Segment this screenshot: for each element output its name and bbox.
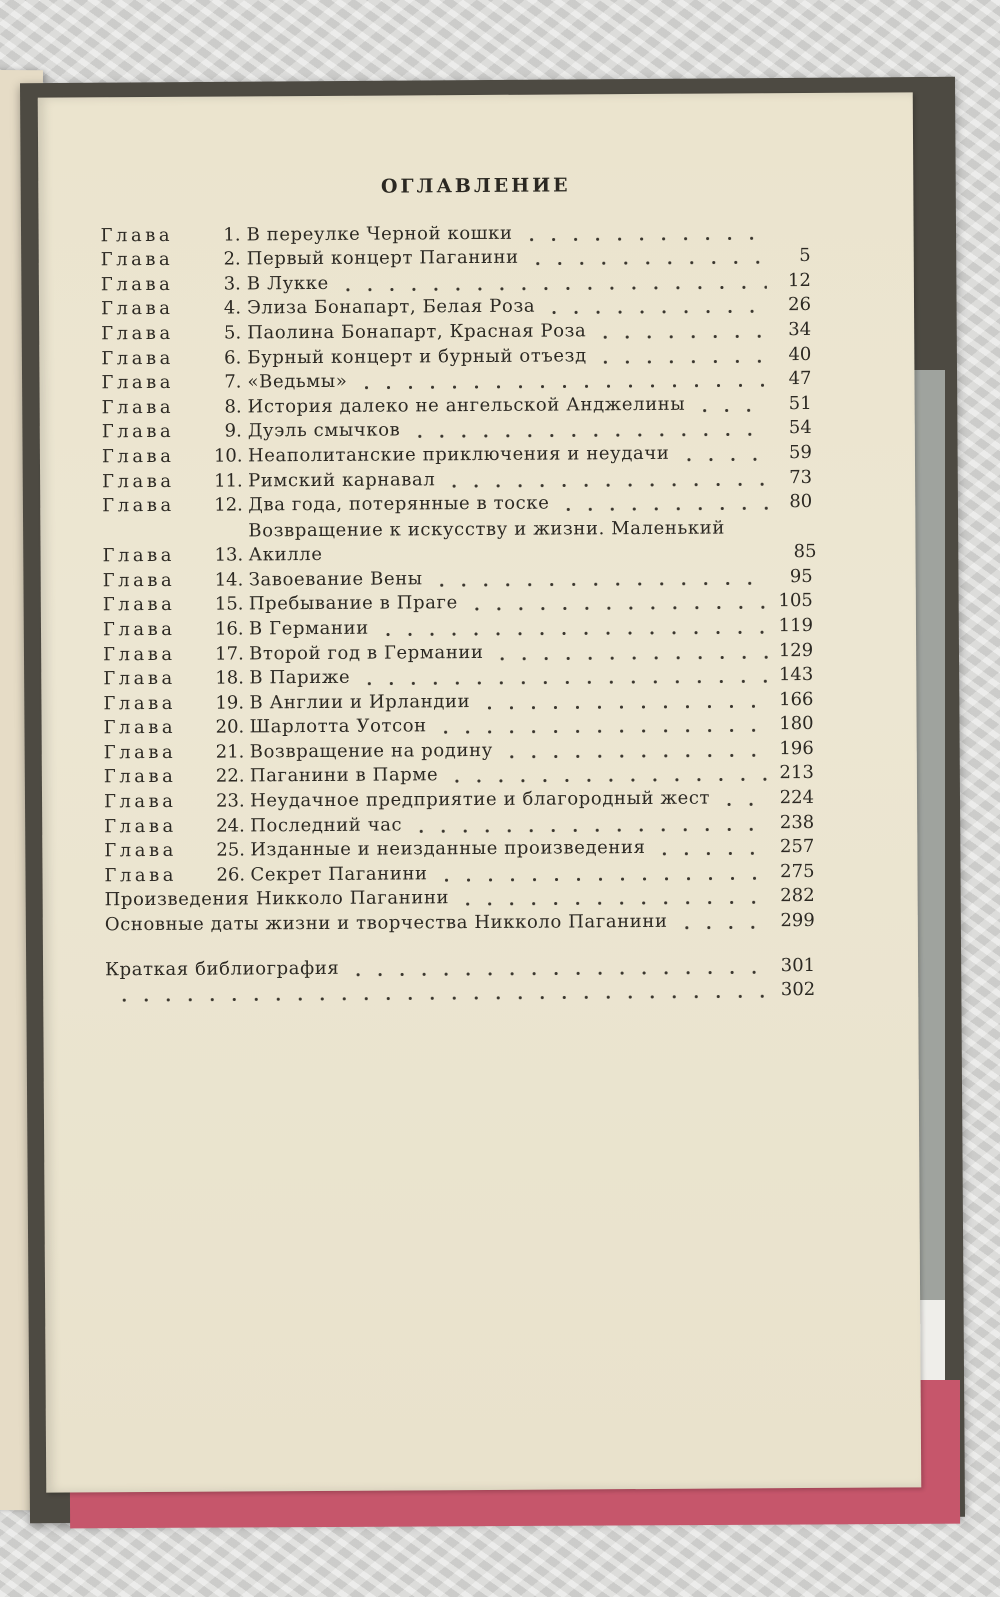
page-number: 40: [788, 343, 812, 365]
chapter-title: Возвращение к искусству и жизни. Маленький Акилле: [248, 517, 725, 566]
page-number: 51: [788, 392, 812, 414]
chapter-title: Первый концерт Паганини: [246, 246, 519, 270]
chapter-number: 5.: [223, 322, 242, 344]
toc-row: [104, 859, 814, 888]
chapter-label: Глава: [101, 322, 174, 345]
page-number: 26: [788, 294, 812, 316]
chapter-number: 18.: [215, 667, 245, 689]
chapter-label: Глава: [100, 273, 174, 296]
chapter-label: Глава: [103, 790, 177, 813]
chapter-title: В Германии: [248, 617, 369, 640]
page-number: 302: [780, 979, 816, 1001]
chapter-label: Глава: [102, 569, 176, 592]
toc-row: [101, 219, 811, 248]
leader-dots: [516, 226, 766, 246]
leader-dots: [333, 275, 767, 296]
chapter-title: Завоевание Вены: [248, 568, 423, 591]
chapter-title: Второй год в Германии: [249, 641, 484, 664]
chapter-number: 7.: [224, 371, 242, 393]
toc-row: [101, 367, 811, 396]
chapter-label: Глава: [102, 494, 175, 517]
leader-dots: [431, 719, 770, 739]
chapter-label: Глава: [103, 643, 176, 665]
toc-row: [101, 342, 811, 371]
chapter-title: Паолина Бонапарт, Красная Роза: [247, 320, 587, 344]
chapter-number: 14.: [214, 569, 244, 591]
chapter-label: Глава: [100, 298, 174, 320]
chapter-label: Глава: [103, 692, 176, 714]
table-of-contents: [101, 219, 816, 1007]
chapter-title: Изданные и неизданные произведения: [250, 837, 646, 861]
leader-dots: [432, 866, 771, 886]
chapter-title: Неудачное предприятие и благородный жест: [249, 787, 711, 812]
leader-dots: [553, 496, 768, 515]
toc-row: [104, 810, 814, 839]
toc-row: [104, 736, 814, 765]
page-number: 196: [779, 737, 814, 760]
chapter-label: Глава: [103, 667, 176, 690]
chapter-number: 1.: [223, 224, 241, 246]
page-number: 129: [778, 639, 814, 661]
toc-row: [102, 391, 812, 420]
book-page: [38, 92, 922, 1492]
page-number: 257: [779, 836, 815, 858]
chapter-label: Глава: [103, 766, 177, 788]
page-number: 180: [779, 713, 814, 735]
leader-dots: [523, 250, 767, 269]
chapter-label: Глава: [102, 618, 176, 641]
chapter-number: 19.: [215, 692, 245, 714]
leader-dots: [453, 891, 771, 911]
toc-row: [104, 785, 814, 814]
chapter-label: Глава: [101, 421, 175, 443]
chapter-title: Бурный концерт и бурный отъезд: [247, 344, 587, 368]
leader-dots: [462, 596, 769, 616]
leader-dots: [343, 960, 771, 981]
chapter-number: 15.: [214, 593, 244, 615]
toc-row: [104, 835, 814, 864]
chapter-title: Секрет Паганини: [250, 863, 428, 886]
chapter-number: 9.: [224, 420, 242, 442]
leader-dots: [439, 472, 768, 492]
toc-row: [101, 244, 811, 273]
leader-dots: [539, 300, 767, 319]
toc-row-dates: [105, 908, 815, 937]
toc-row: [101, 293, 811, 322]
chapter-number: 26.: [216, 864, 246, 886]
chapter-number: 6.: [224, 347, 242, 369]
leader-dots: [714, 792, 770, 810]
toc-row-works: [105, 884, 815, 913]
chapter-label: Глава: [104, 815, 177, 837]
leader-dots: [404, 423, 768, 443]
toc-row-last-page: [105, 978, 815, 1007]
leader-dots: [689, 398, 767, 416]
toc-row: [102, 416, 812, 445]
section-title: Краткая библиография: [105, 957, 340, 980]
page-number: 34: [788, 318, 812, 341]
chapter-number: 25.: [216, 839, 246, 861]
chapter-number: 24.: [216, 815, 245, 837]
chapter-number: 21.: [215, 741, 245, 763]
page-number: 299: [780, 909, 815, 932]
toc-row: [103, 613, 813, 642]
chapter-title: Неаполитанские приключения и неудачи: [247, 442, 670, 467]
chapter-number: 4.: [223, 297, 242, 319]
chapter-title: Римский карнавал: [248, 468, 436, 491]
page-number: 275: [780, 860, 815, 883]
leader-dots: [673, 447, 768, 466]
leader-dots: [109, 984, 771, 1006]
toc-row: [102, 465, 812, 494]
chapter-number: 22.: [215, 765, 245, 788]
section-title: Основные даты жизни и творчества Никколо Паганини: [104, 910, 668, 936]
toc-row: [102, 514, 817, 568]
chapter-label: Глава: [102, 544, 176, 567]
chapter-number: 2.: [223, 248, 241, 270]
page-number: 213: [779, 762, 814, 784]
leader-dots: [354, 669, 769, 690]
page-number: 59: [788, 441, 812, 464]
chapter-label: Глава: [102, 470, 175, 492]
toc-row: [103, 564, 813, 593]
chapter-label: Глава: [103, 717, 177, 739]
chapter-number: 16.: [214, 618, 244, 640]
page-number: 85: [793, 541, 817, 563]
chapter-label: Глава: [100, 224, 174, 246]
chapter-title: «Ведьмы»: [247, 370, 348, 393]
chapter-title: В Париже: [249, 666, 351, 689]
leader-dots: [649, 841, 770, 860]
leader-dots: [474, 694, 769, 714]
chapter-label: Глава: [101, 347, 174, 369]
chapter-number: 10.: [213, 445, 243, 467]
chapter-label: Глава: [104, 864, 178, 887]
chapter-number: 20.: [215, 716, 245, 738]
page-number: 119: [778, 614, 814, 637]
chapter-title: Паганини в Парме: [249, 764, 439, 787]
page-number: 5: [799, 245, 811, 267]
chapter-title: Дуэль смычков: [247, 419, 401, 442]
page-number: 80: [789, 491, 813, 513]
chapter-title: В Лукке: [246, 272, 329, 295]
leader-dots: [497, 743, 770, 763]
toc-row: [101, 317, 811, 346]
page-number: 47: [788, 368, 812, 390]
chapter-label: Глава: [102, 594, 176, 616]
chapter-title: Последний час: [250, 814, 403, 837]
page-number: 12: [787, 269, 811, 291]
leader-dots: [351, 373, 767, 394]
leader-dots: [406, 817, 770, 837]
page-number: 282: [780, 885, 815, 907]
chapter-number: 8.: [224, 396, 242, 418]
chapter-title: История далеко не ангельской Анджелины: [247, 393, 686, 418]
toc-row: [103, 638, 813, 667]
chapter-number: 13.: [214, 544, 244, 566]
chapter-number: 17.: [215, 642, 244, 665]
chapter-title: В Англии и Ирландии: [249, 690, 471, 714]
leader-dots: [373, 620, 769, 640]
page-number: 224: [779, 787, 815, 809]
chapter-title: Элиза Бонапарт, Белая Роза: [246, 296, 536, 319]
page-number: 301: [780, 954, 816, 976]
leader-dots: [442, 768, 770, 788]
toc-row: [102, 440, 812, 469]
section-title: Произведения Никколо Паганини: [104, 887, 450, 911]
leader-dots: [427, 571, 769, 591]
chapter-number: 12.: [214, 494, 243, 516]
page-number: 166: [779, 688, 814, 710]
chapter-title: Пребывание в Праге: [248, 592, 458, 615]
chapter-label: Глава: [104, 840, 177, 862]
chapter-label: Глава: [103, 741, 177, 764]
toc-row: [103, 687, 813, 716]
toc-row: [102, 489, 812, 518]
chapter-title: Два года, потерянные в тоске: [248, 492, 550, 516]
chapter-label: Глава: [101, 372, 175, 394]
toc-row: [104, 761, 814, 790]
toc-heading: ОГЛАВЛЕНИЕ: [380, 174, 571, 198]
chapter-number: 3.: [223, 273, 241, 295]
chapter-title: Возвращение на родину: [249, 739, 493, 763]
page-number: 105: [778, 590, 813, 612]
page-number: 95: [789, 565, 813, 587]
leader-dots: [672, 915, 771, 934]
chapter-label: Глава: [101, 445, 175, 468]
page-number: 54: [788, 417, 812, 439]
toc-row-bibliography: [105, 953, 815, 982]
leader-dots: [488, 645, 770, 665]
chapter-title: Шарлотта Уотсон: [249, 715, 427, 738]
toc-row: [101, 268, 811, 297]
chapter-number: 23.: [215, 790, 245, 812]
leader-dots: [591, 349, 768, 368]
toc-row: [103, 662, 813, 691]
toc-row: [104, 712, 814, 741]
toc-row: [103, 589, 813, 618]
chapter-number: 11.: [214, 469, 243, 492]
chapter-title: В переулке Черной кошки: [246, 222, 513, 246]
page-number: 238: [779, 811, 815, 833]
leader-dots: [590, 324, 767, 343]
chapter-label: Глава: [100, 249, 174, 271]
page-number: 73: [789, 466, 813, 488]
page-number: 143: [778, 664, 814, 686]
chapter-label: Глава: [101, 396, 175, 419]
